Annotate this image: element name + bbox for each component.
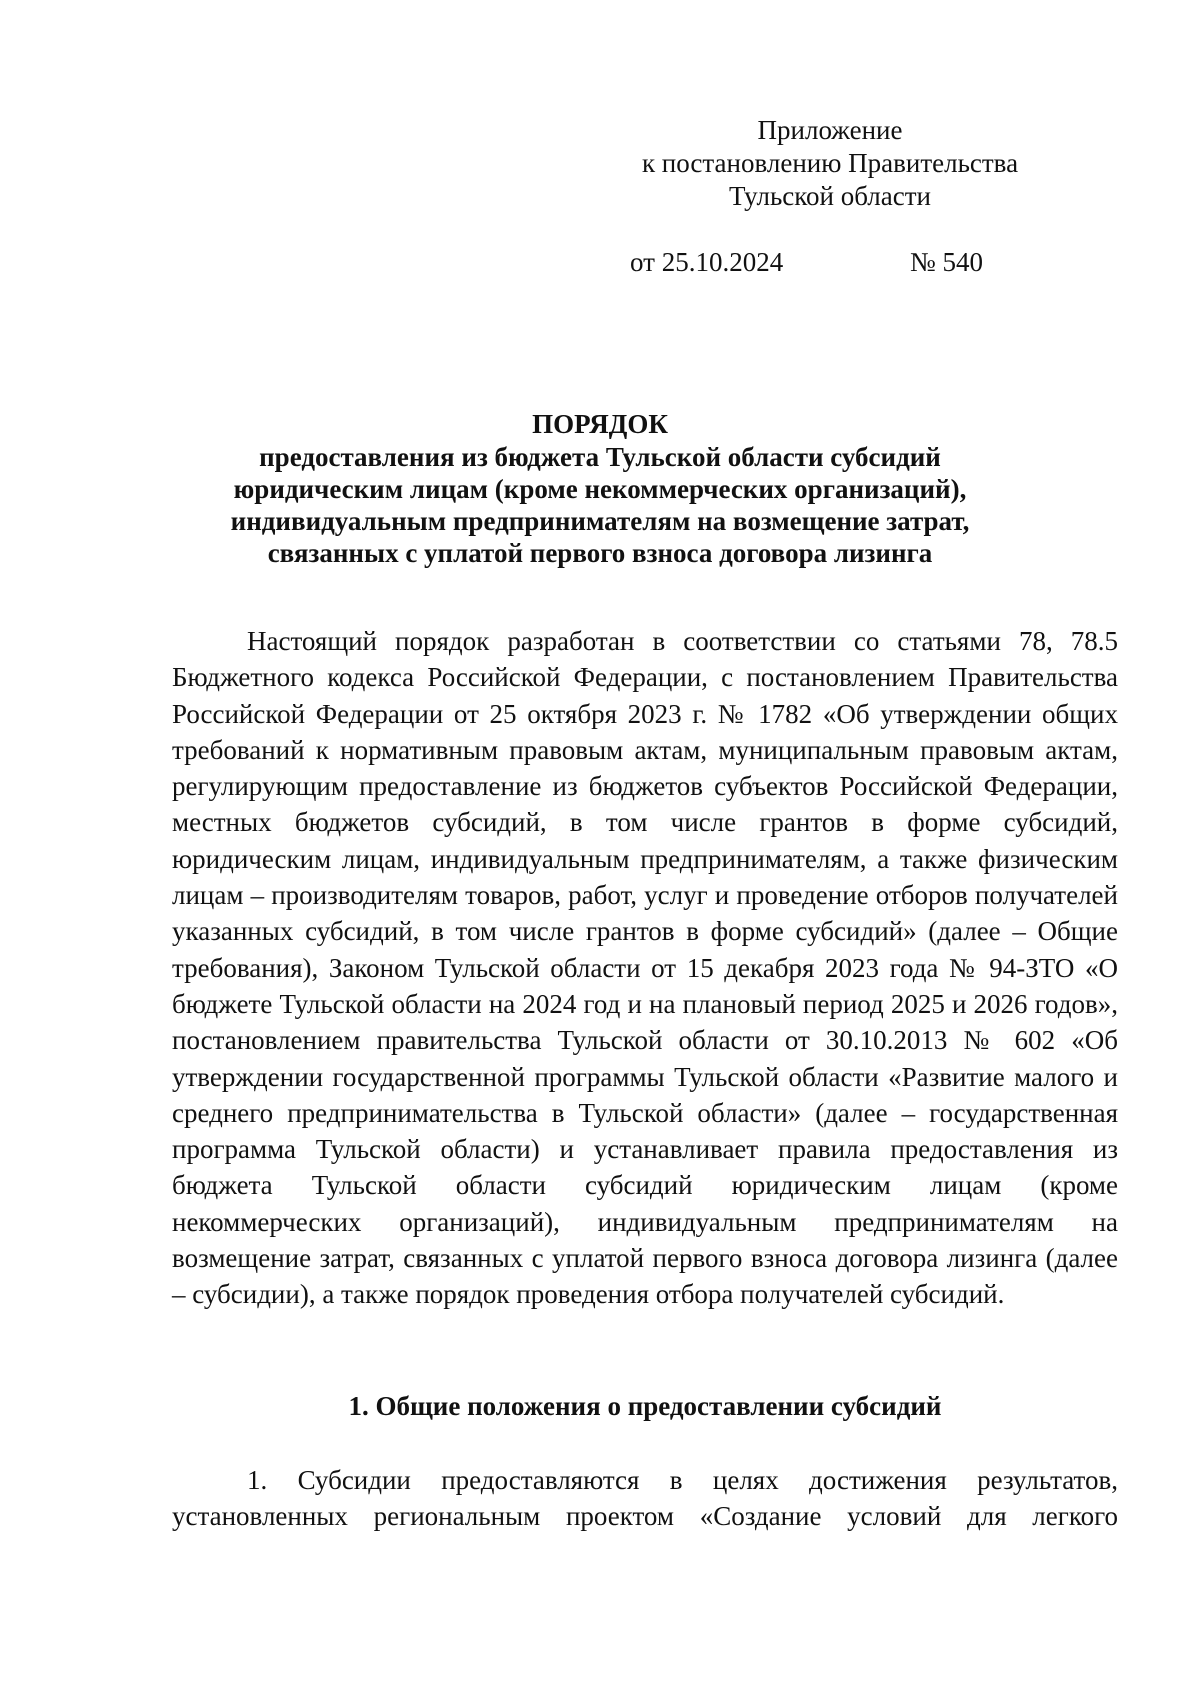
appendix-line-3: Тульской области: [729, 181, 931, 211]
appendix-block: [630, 114, 1030, 213]
item-1-line-2: установленных региональным проектом «Создание условий для легкого: [172, 1501, 1118, 1532]
document-subtitle-line-2: юридическим лицам (кроме некоммерческих организаций),: [233, 474, 967, 504]
decree-reference: [630, 246, 1030, 280]
appendix-line-2: к постановлению Правительства: [641, 148, 1019, 178]
decree-date: от 25.10.2024: [630, 247, 784, 277]
document-subtitle-line-3: индивидуальным предпринимателям на возмещение затрат,: [230, 506, 970, 536]
document-title: ПОРЯДОК: [532, 409, 668, 439]
document-title-block: [150, 408, 1050, 569]
section-1-item-1: [172, 1462, 1118, 1535]
section-heading-general-provisions: 1. Общие положения о предоставлении субсидий: [348, 1391, 942, 1421]
item-1-line-1: 1. Субсидии предоставляются в целях достижения результатов,: [247, 1465, 1118, 1495]
decree-number: № 540: [910, 247, 984, 277]
document-subtitle-line-1: предоставления из бюджета Тульской области субсидий: [259, 442, 941, 472]
document-subtitle-line-4: связанных с уплатой первого взноса договора лизинга: [267, 538, 933, 568]
intro-paragraph: Настоящий порядок разработан в соответствии со статьями 78, 78.5 Бюджетного кодекса Российской Федерации, с постановлением Правительства Российской Федерации от 25 октября 2023 г. № 1782 «Об утверждении общих требований к нормативным правовым актам, муниципальным правовым актам, регулирующим предоставление из бюджетов субъектов Российской Федерации, местных бюджетов субсидий, в том числе грантов в форме субсидий, юридическим лицам, индивидуальным предпринимателям, а также физическим лицам – производителям товаров, работ, услуг и проведение отборов получателей указанных субсидий, в том числе грантов в форме субсидий» (далее – Общие требования), Законом Тульской области от 15 декабря 2023 года № 94-ЗТО «О бюджете Тульской области на 2024 год и на плановый период 2025 и 2026 годов», постановлением правительства Тульской области от 30.10.2013 № 602 «Об утверждении государственной программы Тульской области «Развитие малого и среднего предпринимательства в Тульской области» (далее – государственная программа Тульской области) и устанавливает правила предоставления из бюджета Тульской области субсидий юридическим лицам (кроме некоммерческих организаций), индивидуальным предпринимателям на возмещение затрат, связанных с уплатой первого взноса договора лизинга (далее – субсидии), а также порядок проведения отбора получателей субсидий.: [172, 626, 1118, 1310]
appendix-line-1: Приложение: [757, 115, 903, 145]
